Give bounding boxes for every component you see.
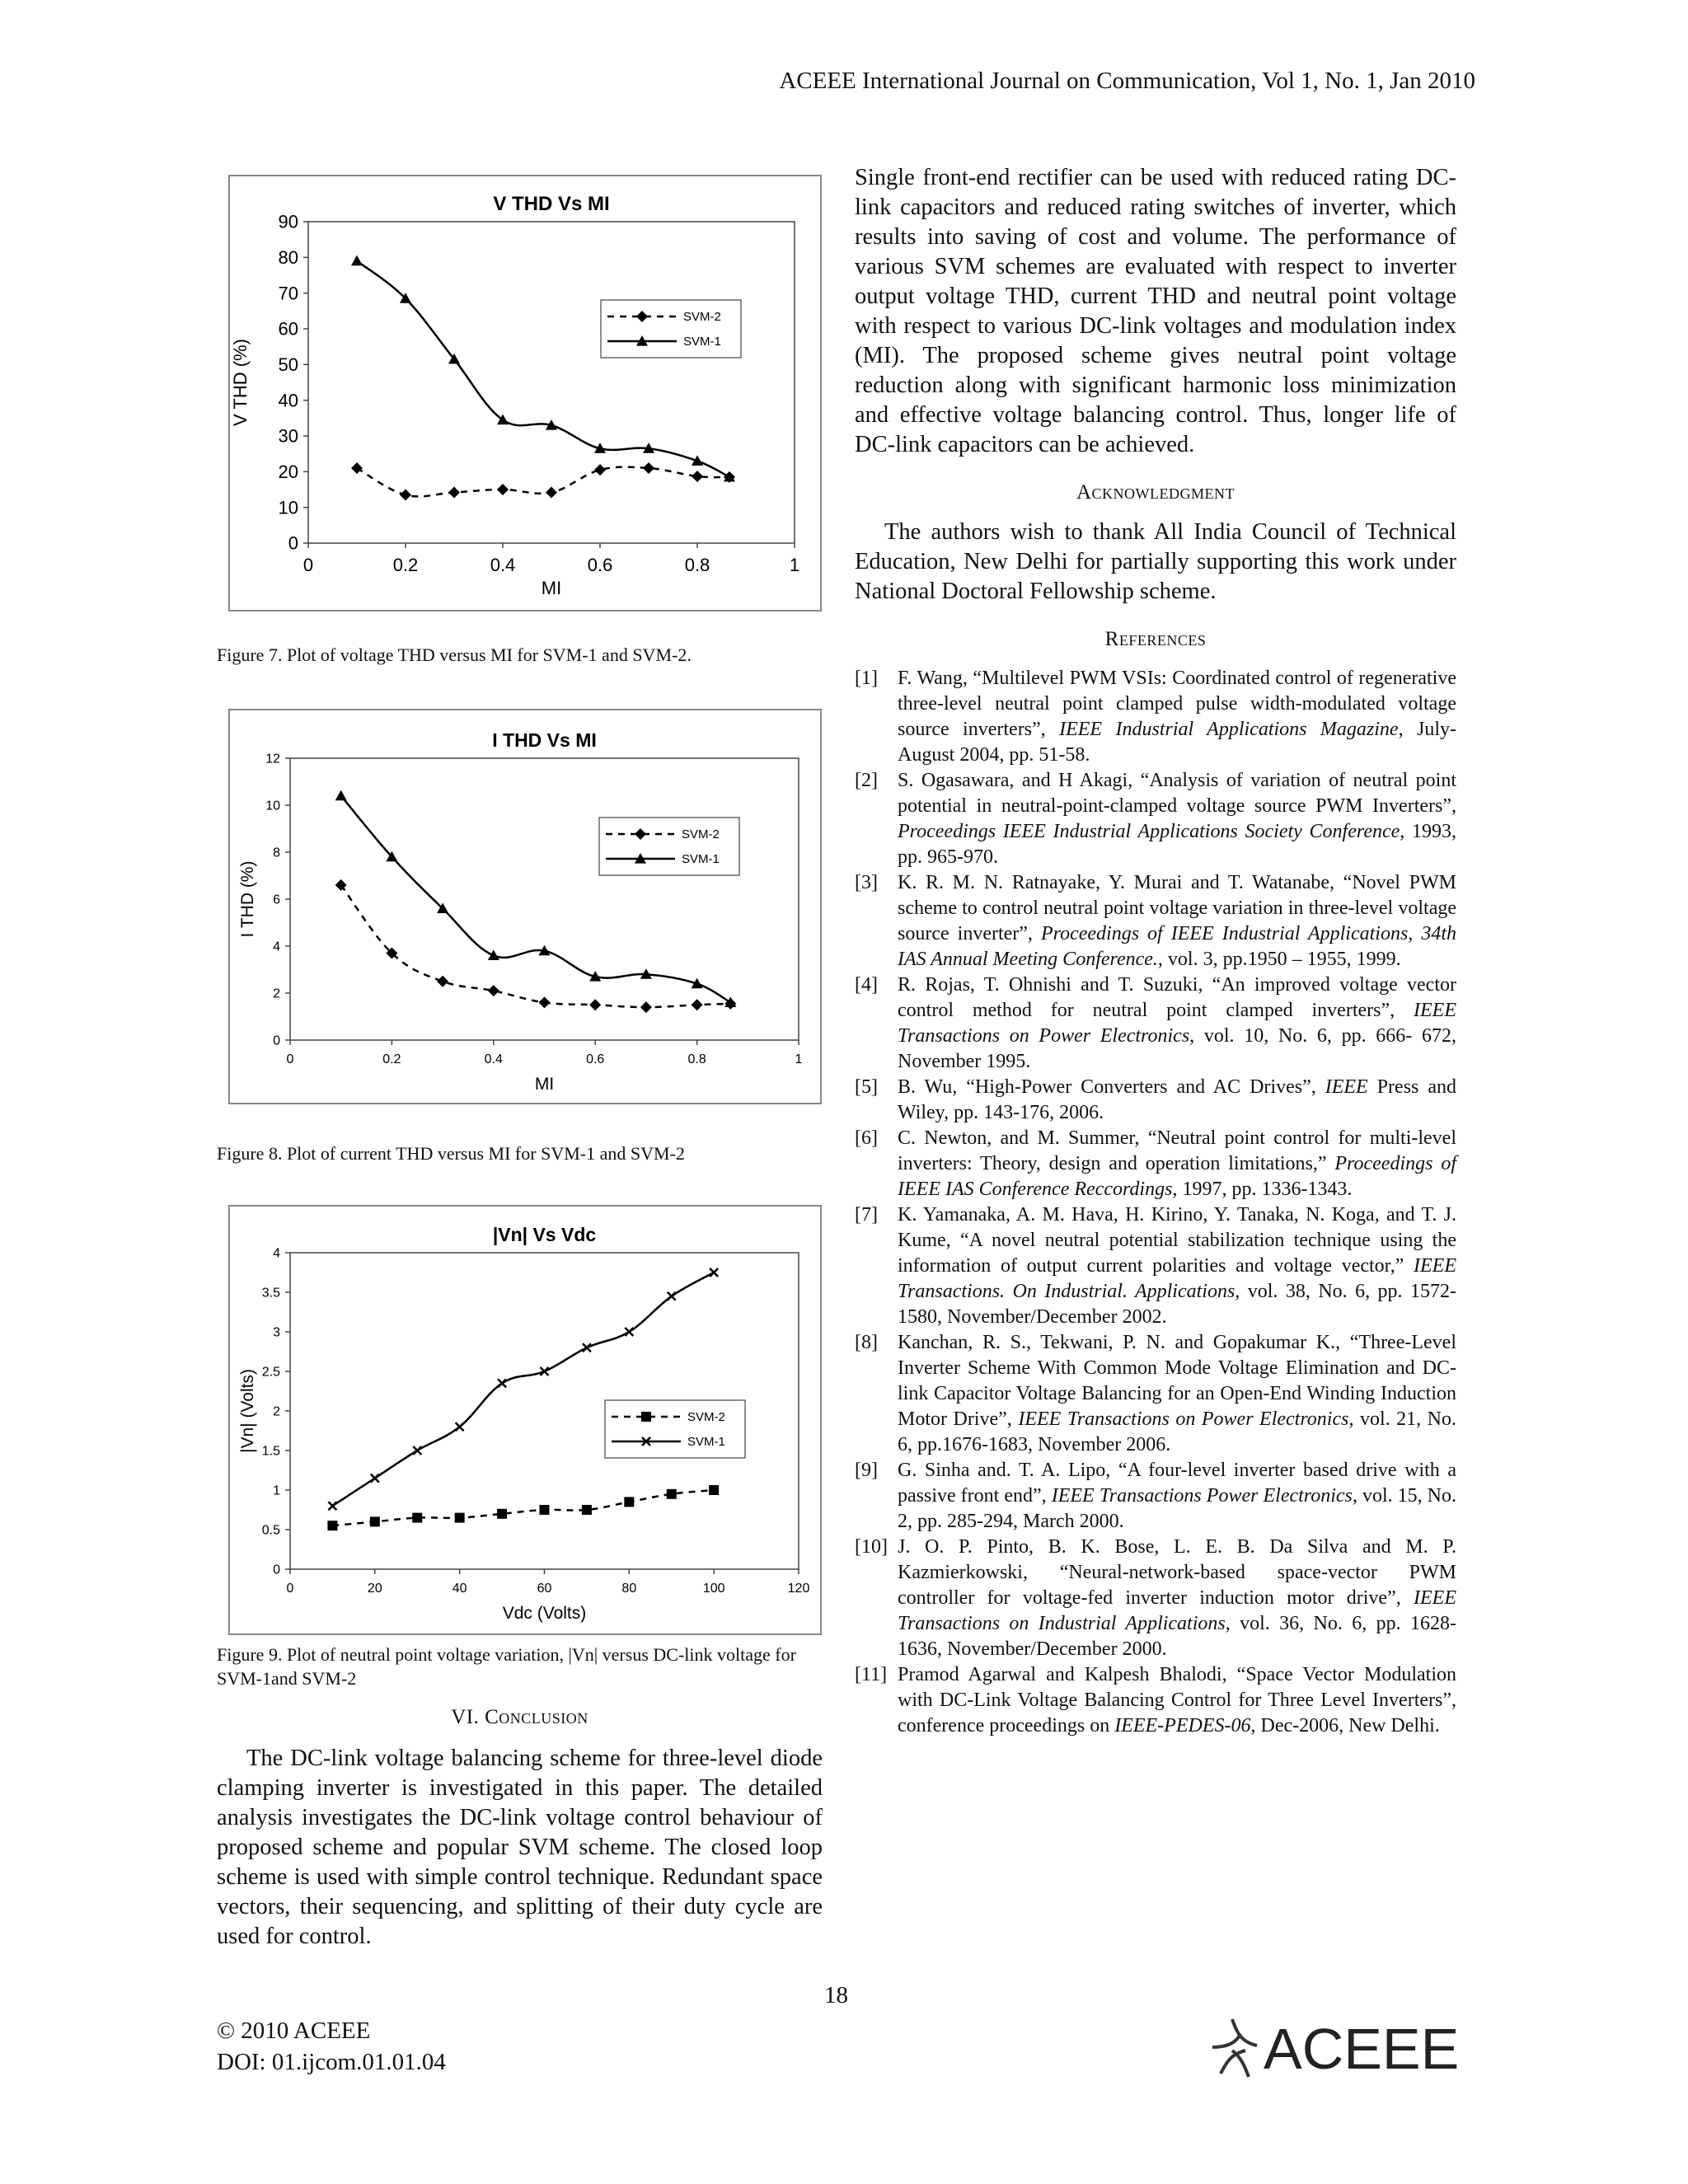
y-tick-label: 2 <box>273 987 280 1001</box>
data-point-svm-2 <box>582 1505 592 1515</box>
x-tick-label: 120 <box>787 1582 810 1596</box>
legend <box>599 818 739 875</box>
y-tick-label: 4 <box>273 940 280 954</box>
reference-item <box>855 1535 1456 1662</box>
x-tick-label: 1 <box>789 555 800 575</box>
x-tick-label: 20 <box>367 1582 382 1596</box>
footer-left <box>217 2015 446 2078</box>
legend-label: SVM-1 <box>682 852 720 866</box>
x-tick-label: 100 <box>702 1582 725 1596</box>
data-point-svm-2 <box>709 1485 719 1495</box>
acknowledgment-heading: Acknowledgment <box>1076 481 1236 504</box>
right-column <box>855 163 1456 1739</box>
figure-7-chart <box>228 175 822 612</box>
reference-item <box>855 1662 1456 1739</box>
data-point-svm-2 <box>624 1497 634 1507</box>
x-tick-label: 0.2 <box>382 1052 401 1066</box>
reference-number: [2] <box>855 770 878 791</box>
data-point-svm-2 <box>412 1513 422 1523</box>
data-point-svm-2 <box>540 1505 550 1515</box>
journal-header: ACEEE International Journal on Communication, Vol 1, No. 1, Jan 2010 <box>779 68 1475 94</box>
reference-number: [1] <box>855 668 878 689</box>
reference-text: S. Ogasawara, and H Akagi, “Analysis of variation of neutral point potential in neutral-point-clamped voltage source PWM Inverters”, Proceedings IEEE Industrial Applications Society Conference, 1993, pp. 965-970. <box>898 770 1457 868</box>
reference-item <box>855 666 1456 768</box>
references-heading: References <box>1104 628 1207 650</box>
conclusion-heading-text: Conclusion <box>485 1706 588 1728</box>
y-axis-label: V THD (%) <box>230 339 251 426</box>
conclusion-heading <box>217 1706 823 1729</box>
reference-item <box>855 1075 1456 1126</box>
reference-item <box>855 1202 1456 1330</box>
figure-8-chart <box>228 709 822 1104</box>
legend-label: SVM-2 <box>687 1410 725 1424</box>
chart-title: V THD Vs MI <box>493 193 610 215</box>
y-tick-label: 2.5 <box>261 1365 280 1380</box>
legend-label: SVM-1 <box>687 1435 725 1449</box>
x-axis-label: MI <box>534 1075 555 1094</box>
reference-number: [6] <box>855 1127 878 1149</box>
page-number: 18 <box>824 1982 848 2008</box>
y-tick-label: 0 <box>273 1563 280 1577</box>
references-list <box>855 666 1456 1739</box>
y-tick-label: 20 <box>278 462 298 483</box>
reference-text: Kanchan, R. S., Tekwani, P. N. and Gopakumar K., “Three-Level Inverter Scheme With Common Mode Voltage Elimination and DC-link Capacitor Voltage Balancing for an Open-End Winding Induction Motor Drive”, IEEE Transactions on Power Electronics, vol. 21, No. 6, pp.1676-1683, November 2006. <box>898 1332 1457 1455</box>
x-tick-label: 60 <box>537 1582 552 1596</box>
reference-text: J. O. P. Pinto, B. K. Bose, L. E. B. Da Silva and M. P. Kazmierkowski, “Neural-network-based space-vector PWM controller for voltage-fed inverter induction motor drive”, IEEE Transactions on Industrial Applications, vol. 36, No. 6, pp. 1628-1636, November/December 2000. <box>898 1536 1456 1660</box>
x-tick-label: 1 <box>795 1052 803 1066</box>
x-tick-label: 0 <box>286 1582 294 1596</box>
y-tick-label: 70 <box>278 283 298 304</box>
acknowledgment-text: The authors wish to thank All India Council of Technical Education, New Delhi for partially supporting this work under National Doctoral Fellowship scheme. <box>855 519 1456 604</box>
y-tick-label: 30 <box>278 425 298 447</box>
reference-text: Pramod Agarwal and Kalpesh Bhalodi, “Space Vector Modulation with DC-Link Voltage Balancing Control for Three Level Inverters”, conference proceedings on IEEE-PEDES-06, Dec-2006, New Delhi. <box>898 1664 1456 1736</box>
reference-text: R. Rojas, T. Ohnishi and T. Suzuki, “An improved voltage vector control method for neutral point clamped inverters”, IEEE Transactions on Power Electronics, vol. 10, No. 6, pp. 666- 672, November 1995. <box>898 974 1456 1072</box>
data-point-svm-2 <box>370 1516 380 1526</box>
y-tick-label: 0 <box>288 532 298 554</box>
x-tick-label: 0.4 <box>490 555 516 575</box>
conclusion-paragraph-left: The DC-link voltage balancing scheme for three-level diode clamping inverter is investigated in this paper. The detailed analysis investigates the DC-link voltage control behaviour of proposed scheme and popular SVM scheme. The closed loop scheme is used with simple control technique. Redundant space vectors, their sequencing, and splitting of their duty cycle are used for control. <box>217 1746 823 1949</box>
y-tick-label: 0 <box>273 1033 280 1048</box>
reference-text: C. Newton, and M. Summer, “Neutral point control for multi-level inverters: Theory, design and operation limitations,” Proceedings of IEEE IAS Conference Reccordings, 1997, pp. 1336-1343. <box>898 1127 1456 1200</box>
reference-item <box>855 1458 1456 1535</box>
chart-v-thd <box>230 176 820 610</box>
legend-marker <box>641 1412 651 1422</box>
figure-9-chart <box>228 1205 822 1635</box>
reference-number: [4] <box>855 974 878 996</box>
legend <box>605 1400 745 1458</box>
x-tick-label: 0.8 <box>684 555 710 575</box>
x-axis-label: MI <box>541 578 562 598</box>
reference-text: K. R. M. N. Ratnayake, Y. Murai and T. Watanabe, “Novel PWM scheme to control neutral point voltage variation in three-level voltage source inverter”, Proceedings of IEEE Industrial Applications, 34th IAS Annual Meeting Conference., vol. 3, pp.1950 – 1955, 1999. <box>898 872 1456 970</box>
x-tick-label: 0.6 <box>587 555 613 575</box>
x-tick-label: 0.2 <box>392 555 419 575</box>
y-tick-label: 1 <box>273 1483 280 1498</box>
data-point-svm-2 <box>667 1489 677 1499</box>
legend <box>601 300 741 358</box>
reference-number: [10] <box>855 1536 888 1558</box>
x-tick-label: 40 <box>452 1582 467 1596</box>
chart-i-thd <box>230 710 820 1103</box>
reference-item <box>855 972 1456 1075</box>
reference-text: G. Sinha and. T. A. Lipo, “A four-level inverter based drive with a passive front end”, IEEE Transactions Power Electronics, vol. 15, No. 2, pp. 285-294, March 2000. <box>898 1460 1457 1532</box>
y-axis-label: |Vn| (Volts) <box>238 1369 257 1453</box>
data-point-svm-2 <box>455 1513 465 1523</box>
y-tick-label: 60 <box>278 318 298 340</box>
reference-item <box>855 768 1456 870</box>
y-tick-label: 4 <box>273 1246 280 1261</box>
copyright: © 2010 ACEEE <box>217 2018 371 2044</box>
reference-text: B. Wu, “High-Power Converters and AC Drives”, IEEE Press and Wiley, pp. 143-176, 2006. <box>898 1076 1457 1123</box>
y-tick-label: 90 <box>278 211 298 232</box>
logo-star-icon <box>1212 2019 1257 2077</box>
reference-number: [8] <box>855 1332 878 1353</box>
legend-label: SVM-1 <box>683 335 721 349</box>
conclusion-left <box>217 1706 823 1952</box>
reference-number: [3] <box>855 872 878 893</box>
y-axis-label: I THD (%) <box>238 860 257 938</box>
x-tick-label: 0 <box>302 555 314 575</box>
chart-vn <box>230 1207 820 1633</box>
reference-text: K. Yamanaka, A. M. Hava, H. Kirino, Y. Tanaka, N. Koga, and T. J. Kume, “A novel neutral potential stabilization technique using the information of output current polarities and voltage vector,” IEEE Transactions. On Industrial. Applications, vol. 38, No. 6, pp. 1572-1580, November/December 2002. <box>898 1204 1456 1328</box>
y-tick-label: 0.5 <box>261 1523 280 1538</box>
y-tick-label: 6 <box>273 893 280 907</box>
y-tick-label: 2 <box>273 1404 280 1419</box>
conclusion-paragraph-right: Single front-end rectifier can be used with reduced rating DC-link capacitors and reduced rating switches of inverter, which results into saving of cost and volume. The performance of various SVM schemes are evaluated with respect to inverter output voltage THD, current THD and neutral point voltage with respect to various DC-link voltages and modulation index (MI). The proposed scheme gives neutral point voltage reduction along with significant harmonic loss minimization and effective voltage balancing control. Thus, longer life of DC-link capacitors can be achieved. <box>855 165 1456 457</box>
reference-number: [11] <box>855 1664 888 1685</box>
y-tick-label: 40 <box>278 390 298 411</box>
x-tick-label: 0 <box>286 1052 294 1066</box>
y-tick-label: 80 <box>278 247 298 269</box>
x-axis-label: Vdc (Volts) <box>502 1604 587 1623</box>
reference-item <box>855 1330 1456 1458</box>
y-tick-label: 12 <box>265 752 280 766</box>
legend-label: SVM-2 <box>683 310 721 324</box>
logo-text: ACEEE <box>1264 2017 1460 2081</box>
chart-title: I THD Vs MI <box>492 729 597 751</box>
x-tick-label: 80 <box>621 1582 637 1596</box>
reference-number: [7] <box>855 1204 878 1226</box>
reference-item <box>855 870 1456 972</box>
data-point-svm-2 <box>497 1509 507 1519</box>
y-tick-label: 8 <box>273 846 280 860</box>
data-point-svm-2 <box>327 1521 337 1530</box>
y-tick-label: 50 <box>278 354 298 376</box>
y-tick-label: 3 <box>273 1325 280 1340</box>
x-tick-label: 0.4 <box>484 1052 503 1066</box>
legend-label: SVM-2 <box>682 827 720 841</box>
reference-number: [9] <box>855 1460 878 1481</box>
aceee-logo <box>1207 2009 1463 2083</box>
x-tick-label: 0.8 <box>687 1052 706 1066</box>
x-tick-label: 0.6 <box>586 1052 605 1066</box>
chart-title: |Vn| Vs Vdc <box>492 1224 597 1245</box>
reference-number: [5] <box>855 1076 878 1098</box>
y-tick-label: 10 <box>265 799 280 813</box>
reference-text: F. Wang, “Multilevel PWM VSIs: Coordinated control of regenerative three-level neutral point clamped pulse width-modulated voltage source inverters”, IEEE Industrial Applications Magazine, July-August 2004, pp. 51-58. <box>898 668 1456 766</box>
y-tick-label: 3.5 <box>261 1286 280 1301</box>
y-tick-label: 1.5 <box>261 1444 280 1459</box>
doi: DOI: 01.ijcom.01.01.04 <box>217 2049 446 2075</box>
reference-item <box>855 1126 1456 1202</box>
figure-7-caption: Figure 7. Plot of voltage THD versus MI for SVM-1 and SVM-2. <box>217 644 692 665</box>
conclusion-heading-num: VI. <box>451 1706 480 1728</box>
figure-8-caption: Figure 8. Plot of current THD versus MI for SVM-1 and SVM-2 <box>217 1143 685 1164</box>
y-tick-label: 10 <box>278 497 298 518</box>
figure-9-caption: Figure 9. Plot of neutral point voltage variation, |Vn| versus DC-link voltage for SVM-1and SVM-2 <box>217 1644 796 1689</box>
